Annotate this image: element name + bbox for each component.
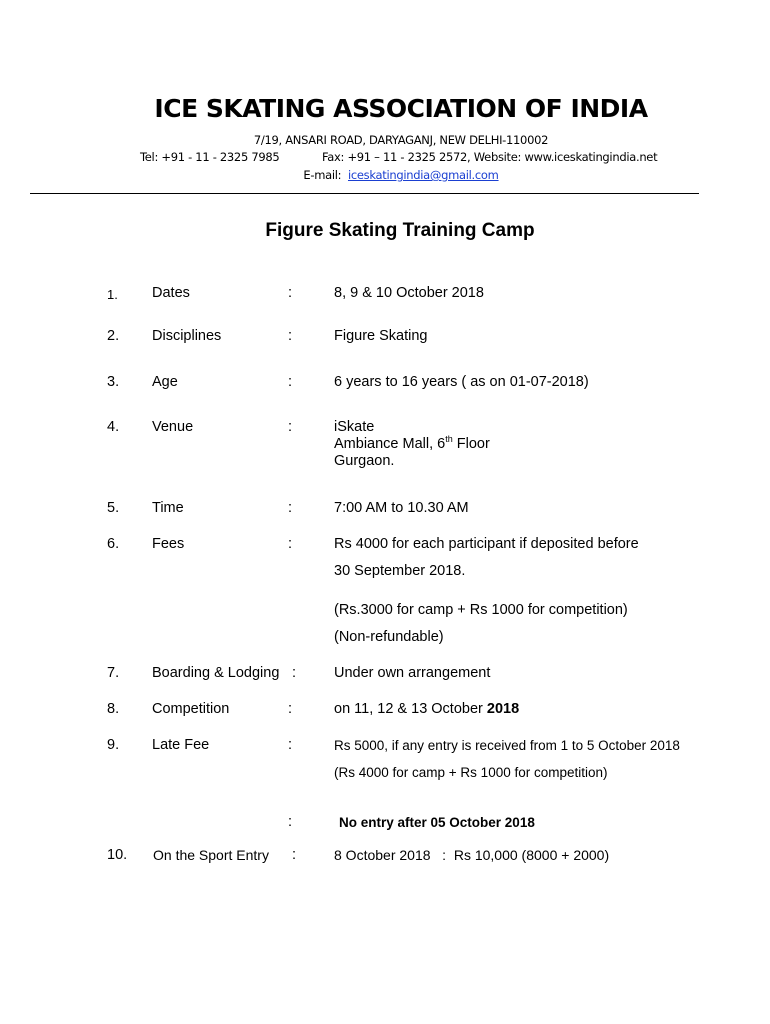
row-colon: : bbox=[292, 847, 297, 863]
row-value-fees-line4: (Non-refundable) bbox=[334, 629, 444, 645]
row-colon: : bbox=[288, 374, 293, 390]
row-value-spot-entry: 8 October 2018 : Rs 10,000 (8000 + 2000) bbox=[334, 847, 610, 863]
row-number: 10. bbox=[107, 847, 128, 863]
row-number: 2. bbox=[107, 328, 120, 344]
row-value-disciplines: Figure Skating bbox=[334, 328, 428, 344]
telephone-line: Tel: +91 - 11 - 2325 7985 bbox=[140, 150, 280, 164]
email-label: E-mail: bbox=[303, 168, 342, 182]
row-colon: : bbox=[288, 285, 293, 301]
row-value-time: 7:00 AM to 10.30 AM bbox=[334, 500, 469, 516]
row-number: 9. bbox=[107, 737, 120, 753]
row-colon: : bbox=[288, 500, 293, 516]
email-line bbox=[0, 168, 770, 182]
row-label-boarding: Boarding & Lodging bbox=[152, 665, 280, 681]
row-value-boarding: Under own arrangement bbox=[334, 665, 491, 681]
row-colon: : bbox=[288, 814, 293, 830]
row-number: 5. bbox=[107, 500, 120, 516]
row-colon: : bbox=[288, 328, 293, 344]
row-value-venue-name: iSkate bbox=[334, 419, 375, 435]
row-label-spot-entry: On the Sport Entry bbox=[153, 847, 269, 863]
row-value-competition: on 11, 12 & 13 October 2018 bbox=[334, 701, 520, 717]
row-number: 3. bbox=[107, 374, 120, 390]
row-label-age: Age bbox=[152, 374, 178, 390]
row-number: 6. bbox=[107, 536, 120, 552]
email-link[interactable]: iceskatingindia@gmail.com bbox=[347, 168, 499, 182]
organization-title: ICE SKATING ASSOCIATION OF INDIA bbox=[154, 94, 648, 123]
row-colon: : bbox=[288, 419, 293, 435]
row-label-disciplines: Disciplines bbox=[152, 328, 222, 344]
row-label-venue: Venue bbox=[152, 419, 194, 435]
row-value-venue-address: Ambiance Mall, 6th Floor bbox=[334, 434, 490, 452]
row-colon: : bbox=[288, 536, 293, 552]
row-value-fees-line1: Rs 4000 for each participant if deposited before bbox=[334, 536, 639, 552]
row-colon: : bbox=[292, 665, 297, 681]
row-value-fees-line3: (Rs.3000 for camp + Rs 1000 for competition) bbox=[334, 602, 628, 618]
row-label-fees: Fees bbox=[152, 536, 185, 552]
fax-website-line: Fax: +91 – 11 - 2325 2572, Website: www.iceskatingindia.net bbox=[322, 150, 658, 164]
row-value-dates: 8, 9 & 10 October 2018 bbox=[334, 285, 484, 301]
row-number: 1. bbox=[107, 287, 118, 302]
address-line: 7/19, ANSARI ROAD, DARYAGANJ, NEW DELHI-110002 bbox=[253, 133, 549, 147]
header-divider bbox=[30, 193, 699, 194]
row-label-competition: Competition bbox=[152, 701, 230, 717]
document-title: Figure Skating Training Camp bbox=[265, 220, 535, 241]
row-colon: : bbox=[288, 737, 293, 753]
row-value-venue-city: Gurgaon. bbox=[334, 453, 395, 469]
row-value-late-fee-line1: Rs 5000, if any entry is received from 1 to 5 October 2018 bbox=[334, 738, 680, 753]
row-colon: : bbox=[288, 701, 293, 717]
row-number: 4. bbox=[107, 419, 120, 435]
row-value-age: 6 years to 16 years ( as on 01-07-2018) bbox=[334, 374, 589, 390]
row-number: 8. bbox=[107, 701, 120, 717]
row-label-late-fee: Late Fee bbox=[152, 737, 210, 753]
row-value-late-fee-line2: (Rs 4000 for camp + Rs 1000 for competition) bbox=[334, 765, 608, 780]
row-value-fees-line2: 30 September 2018. bbox=[334, 563, 466, 579]
row-number: 7. bbox=[107, 665, 120, 681]
row-label-dates: Dates bbox=[152, 285, 190, 301]
row-label-time: Time bbox=[152, 500, 184, 516]
no-entry-notice: No entry after 05 October 2018 bbox=[339, 815, 535, 830]
